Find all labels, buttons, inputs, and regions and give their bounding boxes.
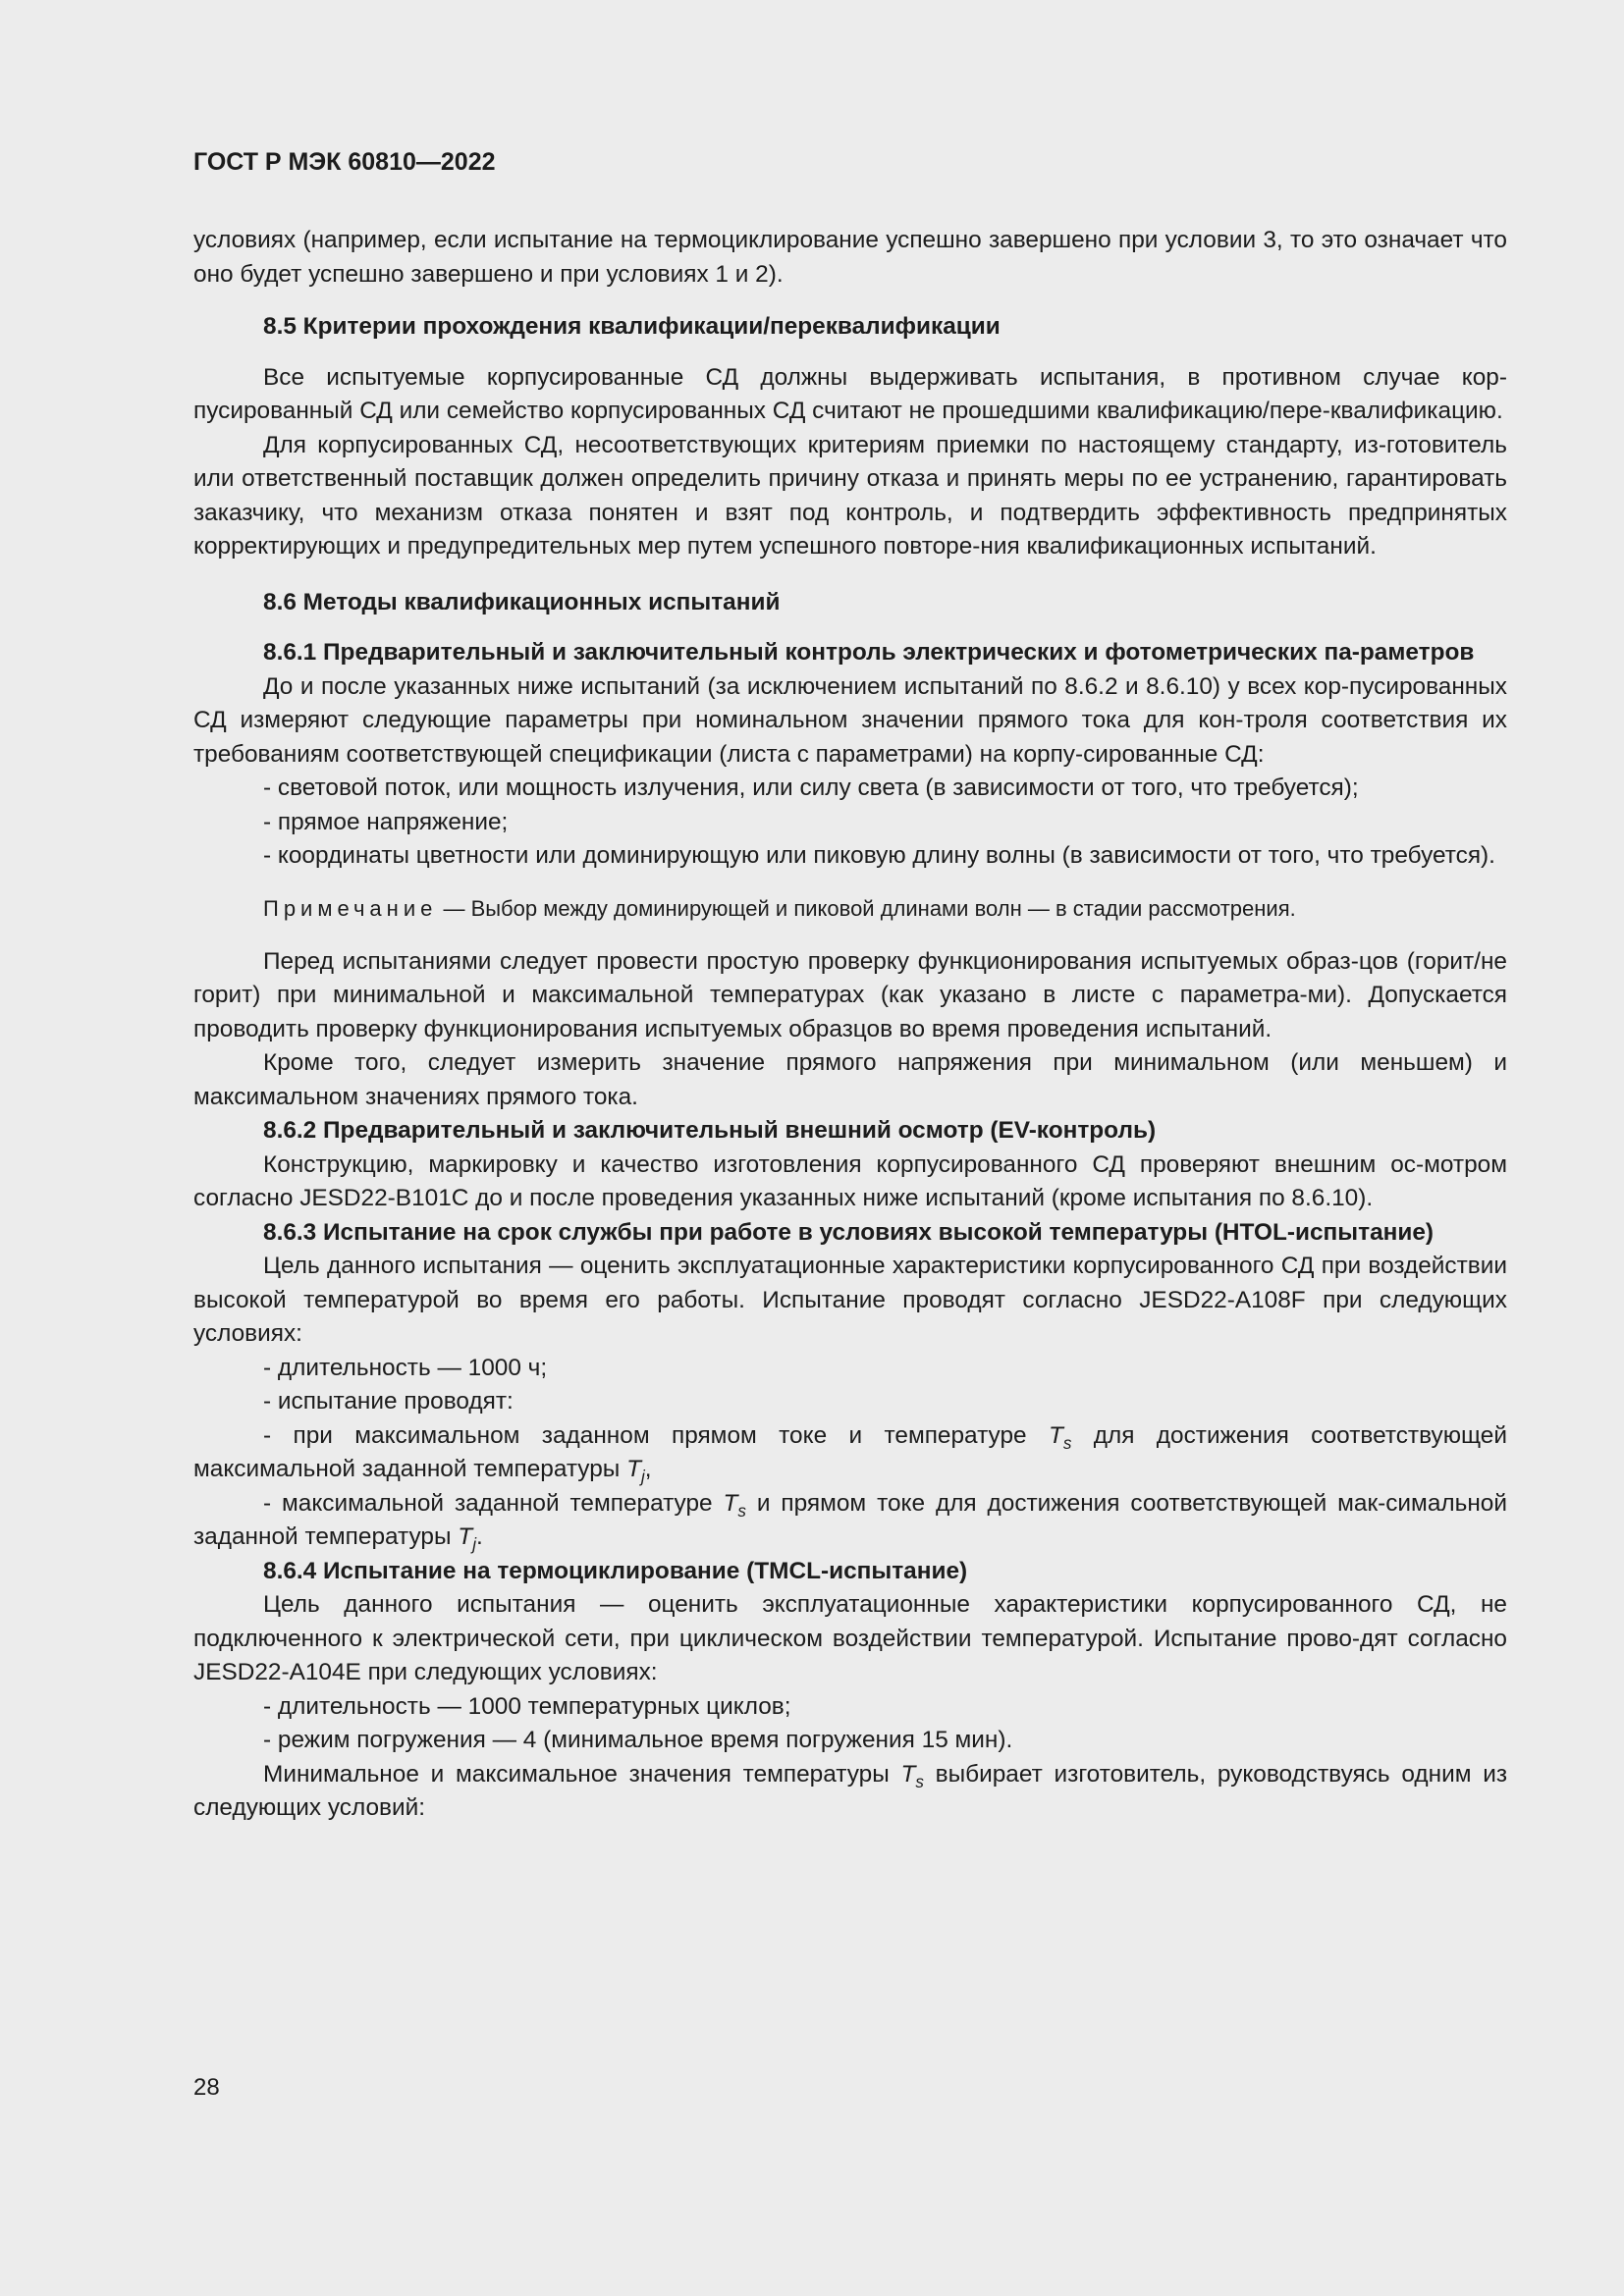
list-item: - координаты цветности или доминирующую или пиковую длину волны (в зависимости от того, что требуется). xyxy=(263,842,1495,869)
symbol-t: T xyxy=(900,1760,916,1788)
paragraph-8-5-a: Все испытуемые корпусированные СД должны выдерживать испытания, в противном случае кор-пусированный СД или семейство корпусированных СД считают не прошедшими квалификацию/пере-квалификацию. xyxy=(193,363,1507,424)
list-item: - прямое напряжение; xyxy=(263,808,509,835)
page-number: 28 xyxy=(193,2074,220,2101)
symbol-t: T xyxy=(723,1489,738,1517)
list-item xyxy=(193,1487,1507,1555)
heading-8-5: 8.5 Критерии прохождения квалификации/переквалификации xyxy=(263,313,1001,340)
list-text: - максимальной заданной температуре xyxy=(263,1489,724,1517)
paragraph-8-6-2: Конструкцию, маркировку и качество изготовления корпусированного СД проверяют внешним ос-мотром согласно JESD22-B101C до и после проведения указанных ниже испытаний (кроме испытания по 8.6.10). xyxy=(193,1150,1507,1211)
paragraph-text: Минимальное и максимальное значения температуры xyxy=(263,1760,901,1788)
note-text: — Выбор между доминирующей и пиковой длинами волн — в стадии рассмотрения. xyxy=(437,895,1296,921)
list-item: - световой поток, или мощность излучения, или силу света (в зависимости от того, что требуется); xyxy=(263,774,1359,801)
paragraph-text: выбирает изготовитель, руководствуясь одним из следующих условий: xyxy=(193,1760,1507,1821)
heading-8-6: 8.6 Методы квалификационных испытаний xyxy=(263,588,781,615)
document-header: ГОСТ Р МЭК 60810—2022 xyxy=(193,148,496,176)
symbol-t: T xyxy=(458,1523,473,1550)
subscript-j: j xyxy=(641,1468,645,1486)
document-body xyxy=(193,224,1507,1826)
symbol-t: T xyxy=(1048,1421,1063,1449)
list-text: - при максимальном заданном прямом токе и температуре xyxy=(263,1421,1049,1449)
subscript-s: s xyxy=(915,1772,924,1791)
note xyxy=(193,892,1507,926)
paragraph-8-6-1-c: Кроме того, следует измерить значение прямого напряжения при минимальном (или меньшем) и максимальном значениях прямого тока. xyxy=(193,1049,1507,1110)
heading-8-6-2: 8.6.2 Предварительный и заключительный внешний осмотр (EV-контроль) xyxy=(263,1117,1157,1144)
list-text: , xyxy=(644,1456,652,1482)
list-item: - режим погружения — 4 (минимальное время погружения 15 мин). xyxy=(263,1727,1013,1753)
paragraph-8-6-1-a: До и после указанных ниже испытаний (за исключением испытаний по 8.6.2 и 8.6.10) у всех кор-пусированных СД измеряют следующие параметры при номинальном значении прямого тока для кон-троля соответствия их требованиям соответствующей спецификации (листа с параметрами) на корпу-сированные СД: xyxy=(193,672,1507,768)
paragraph-8-6-4: Цель данного испытания — оценить эксплуатационные характеристики корпусированного СД, не подключенного к электрической сети, при циклическом воздействии температурой. Испытание прово-дят согласно JESD22-A104E при следующих условиях: xyxy=(193,1591,1507,1685)
heading-8-6-1: 8.6.1 Предварительный и заключительный контроль электрических и фотометрических па-раметров xyxy=(263,639,1475,666)
subscript-j: j xyxy=(472,1535,476,1554)
list-text: и прямом токе для достижения соответствующей мак-симальной заданной температуры xyxy=(193,1489,1507,1550)
subscript-s: s xyxy=(737,1501,746,1521)
list-item xyxy=(193,1419,1507,1487)
paragraph-intro: условиях (например, если испытание на термоциклирование успешно завершено при условии 3, то это означает что оно будет успешно завершено и при условиях 1 и 2). xyxy=(193,227,1507,288)
paragraph-8-5-b: Для корпусированных СД, несоответствующих критериям приемки по настоящему стандарту, из-готовитель или ответственный поставщик должен определить причину отказа и принять меры по ее устранению, гарантировать заказчику, что механизм отказа понятен и взят под контроль, и подтвердить эффективность предпринятых корректирующих и предупредительных мер путем успешного повторе-ния квалификационных испытаний. xyxy=(193,431,1507,560)
list-item: - испытание проводят: xyxy=(263,1388,514,1415)
subscript-s: s xyxy=(1062,1433,1072,1453)
paragraph-8-6-4-b xyxy=(193,1758,1507,1826)
list-item: - длительность — 1000 ч; xyxy=(263,1354,548,1381)
list-text: . xyxy=(476,1523,483,1550)
heading-8-6-3: 8.6.3 Испытание на срок службы при работе в условиях высокой температуры (HTOL-испытание) xyxy=(263,1218,1435,1246)
paragraph-8-6-3: Цель данного испытания — оценить эксплуатационные характеристики корпусированного СД при воздействии высокой температурой во время его работы. Испытание проводят согласно JESD22-A108F при следующих условиях: xyxy=(193,1253,1507,1347)
list-item: - длительность — 1000 температурных циклов; xyxy=(263,1692,791,1720)
heading-8-6-4: 8.6.4 Испытание на термоциклирование (TMCL-испытание) xyxy=(263,1557,968,1584)
paragraph-8-6-1-b: Перед испытаниями следует провести простую проверку функционирования испытуемых образ-цов (горит/не горит) при минимальной и максимальной температурах (как указано в листе с параметра-ми). Допускается проводить проверку функционирования испытуемых образцов во время проведения испытаний. xyxy=(193,947,1507,1042)
symbol-t: T xyxy=(626,1456,641,1482)
note-label: Примечание xyxy=(263,895,438,921)
list-text: для достижения соответствующей максимальной заданной температуры xyxy=(193,1421,1507,1482)
